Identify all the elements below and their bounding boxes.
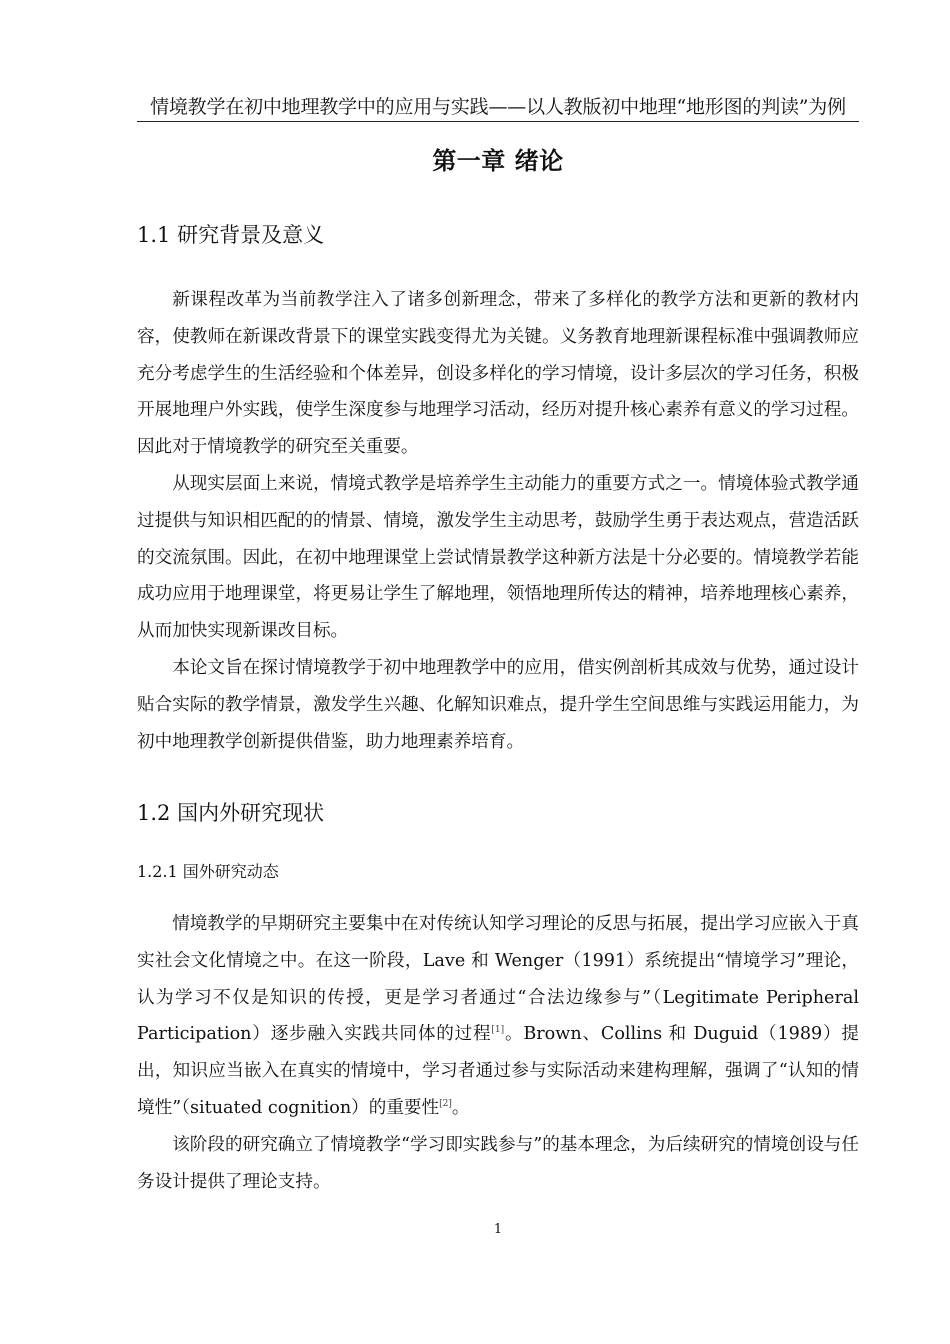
- header-rule: [137, 121, 859, 122]
- page-number: 1: [493, 1222, 503, 1237]
- paragraph: 该阶段的研究确立了情境教学“学习即实践参与”的基本理念，为后续研究的情境创设与任务设计提供了理论支持。: [137, 1134, 859, 1192]
- paragraph: 从现实层面上来说，情境式教学是培养学生主动能力的重要方式之一。情境体验式教学通过提供与知识相匹配的的情景、情境，激发学生主动思考，鼓励学生勇于表达观点，营造活跃的交流氛围。因此，在初中地理课堂上尝试情景教学这种新方法是十分必要的。情境教学若能成功应用于地理课堂，将更易让学生了解地理，领悟地理所传达的精神，培养地理核心素养，从而加快实现新课改目标。: [137, 473, 859, 642]
- citation-2[interactable]: [2]: [439, 1099, 452, 1110]
- subsection-heading-1-2-1: 1.2.1 国外研究动态: [137, 862, 279, 881]
- chapter-title: 第一章 绪论: [432, 146, 564, 175]
- citation-1[interactable]: [1]: [491, 1025, 505, 1036]
- paragraph: 新课程改革为当前教学注入了诸多创新理念，带来了多样化的教学方法和更新的教材内容，使教师在新课改背景下的课堂实践变得尤为关键。义务教育地理新课程标准中强调教师应充分考虑学生的生活经验和个体差异，创设多样化的学习情境，设计多层次的学习任务，积极开展地理户外实践，使学生深度参与地理学习活动，经历对提升核心素养有意义的学习过程。因此对于情境教学的研究至关重要。: [137, 290, 859, 458]
- paragraph: 本论文旨在探讨情境教学于初中地理教学中的应用，借实例剖析其成效与优势，通过设计贴合实际的教学情景，激发学生兴趣、化解知识难点，提升学生空间思维与实践运用能力，为初中地理教学创新提供借鉴，助力地理素养培育。: [137, 657, 859, 752]
- paragraph-text: 。: [451, 1097, 470, 1118]
- paragraph-text: 。Brown、Collins 和 Duguid（1989）提出，知识应当嵌入在真实的情境中，学习者通过参与实际活动来建构理解，强调了“认知的情境性”（situated cognition）的重要性: [137, 1024, 860, 1118]
- section-heading-1-2: 1.2 国内外研究现状: [137, 801, 325, 825]
- running-header: 情境教学在初中地理教学中的应用与实践——以人教版初中地理“地形图的判读”为例: [150, 96, 846, 118]
- paragraph-text: 情境教学的早期研究主要集中在对传统认知学习理论的反思与拓展，提出学习应嵌入于真实社会文化情境之中。在这一阶段，Lave 和 Wenger（1991）系统提出“情境学习”理论，认为学习不仅是知识的传授，更是学习者通过“合法边缘参与”（Legitimate Peripheral Participation）逐步融入实践共同体的过程: [137, 914, 859, 1045]
- section-heading-1-1: 1.1 研究背景及意义: [137, 223, 325, 247]
- paragraph: [137, 906, 859, 1127]
- section-1-2-1-body: [137, 906, 859, 1200]
- section-1-1-body: [137, 282, 859, 760]
